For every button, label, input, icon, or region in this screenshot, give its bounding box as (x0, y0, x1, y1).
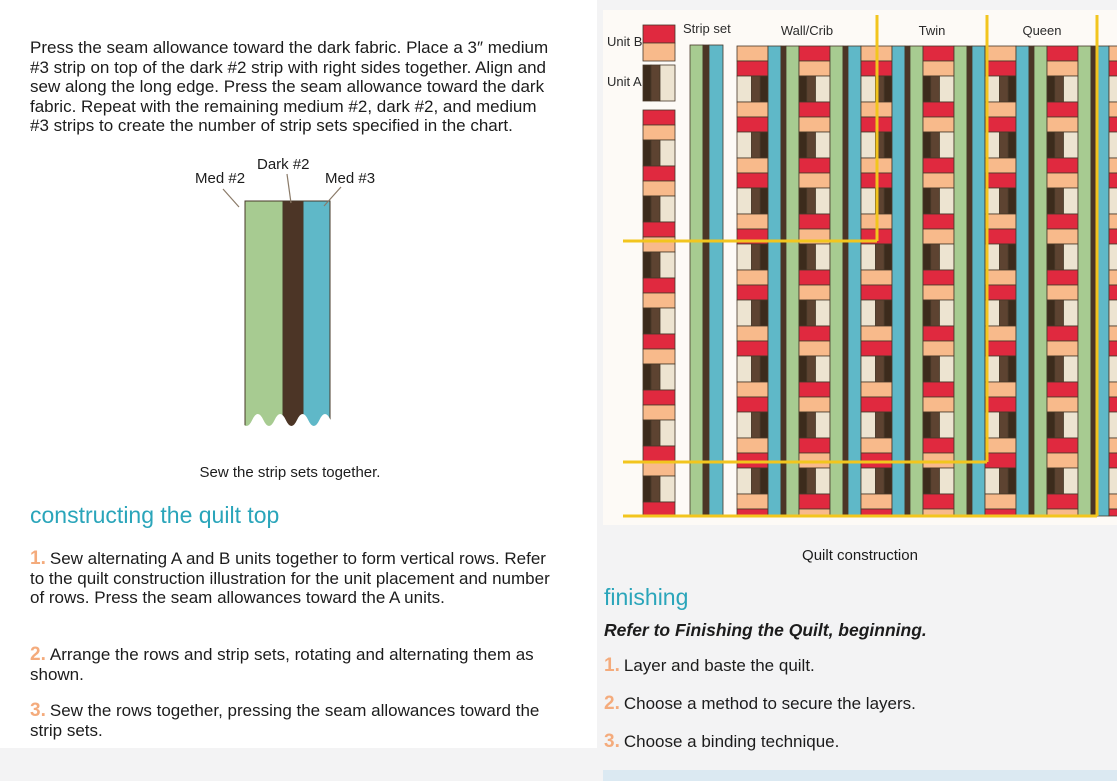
step-number: 1. (604, 655, 620, 676)
step-number: 3. (604, 731, 620, 752)
step-number: 2. (604, 693, 620, 714)
label-med3: Med #3 (325, 170, 376, 187)
construct-step-1 (30, 549, 560, 608)
med3-strip-swatch (303, 201, 330, 428)
step-text: Sew alternating A and B units together to form vertical rows. Refer to the quilt construction illustration for the unit placement and number of rows. Press the seam allowances toward the A units. (30, 549, 550, 607)
strip-set-diagram (181, 137, 390, 447)
unit-b-label: Unit B (607, 34, 643, 49)
construct-step-2 (30, 645, 560, 684)
size-label-queen: Queen (1022, 23, 1062, 38)
strip-set-label: Strip set (683, 21, 731, 36)
med2-strip-swatch (245, 201, 283, 428)
bottom-accent-bar (603, 770, 1117, 781)
quilt-construction-illustration (603, 10, 1117, 525)
step-text: Choose a method to secure the layers. (623, 694, 916, 713)
dark2-strip-swatch (283, 201, 303, 428)
label-dark2: Dark #2 (257, 156, 310, 173)
quilt-construction-caption: Quilt construction (802, 547, 918, 564)
quilt-pattern-graphic (603, 10, 1117, 525)
finishing-intro: Refer to Finishing the Quilt, beginning. (604, 620, 927, 640)
leader-line-dark2 (287, 174, 291, 203)
size-label-wall-crib: Wall/Crib (780, 23, 834, 38)
step-number: 2. (30, 644, 46, 665)
finishing-step-3 (604, 732, 1104, 752)
step-number: 1. (30, 548, 46, 569)
step-text: Sew the rows together, pressing the seam allowances toward the strip sets. (30, 701, 540, 740)
finishing-step-1 (604, 656, 1104, 676)
intro-paragraph: Press the seam allowance toward the dark fabric. Place a 3″ medium #3 strip on top of the dark #2 strip with right sides together. Align and sew along the long edge. Press the seam allowance toward the dark fabric. Repeat with the remaining medium #2, dark #2, and medium #3 strips to create the number of strip sets specified in the chart. (30, 38, 549, 135)
step-text: Choose a binding technique. (623, 732, 840, 751)
strip-diagram-caption: Sew the strip sets together. (199, 464, 381, 481)
leader-line-med3 (324, 187, 341, 206)
size-label-twin: Twin (918, 23, 946, 38)
label-med2: Med #2 (195, 170, 246, 187)
step-number: 3. (30, 700, 46, 721)
leader-line-med2 (223, 189, 239, 207)
constructing-heading: constructing the quilt top (30, 502, 280, 528)
step-text: Layer and baste the quilt. (623, 656, 815, 675)
construct-step-3 (30, 701, 560, 740)
finishing-heading: finishing (604, 584, 689, 610)
unit-a-label: Unit A (607, 74, 642, 89)
step-text: Arrange the rows and strip sets, rotating and alternating them as shown. (30, 645, 534, 684)
finishing-step-2 (604, 694, 1104, 714)
